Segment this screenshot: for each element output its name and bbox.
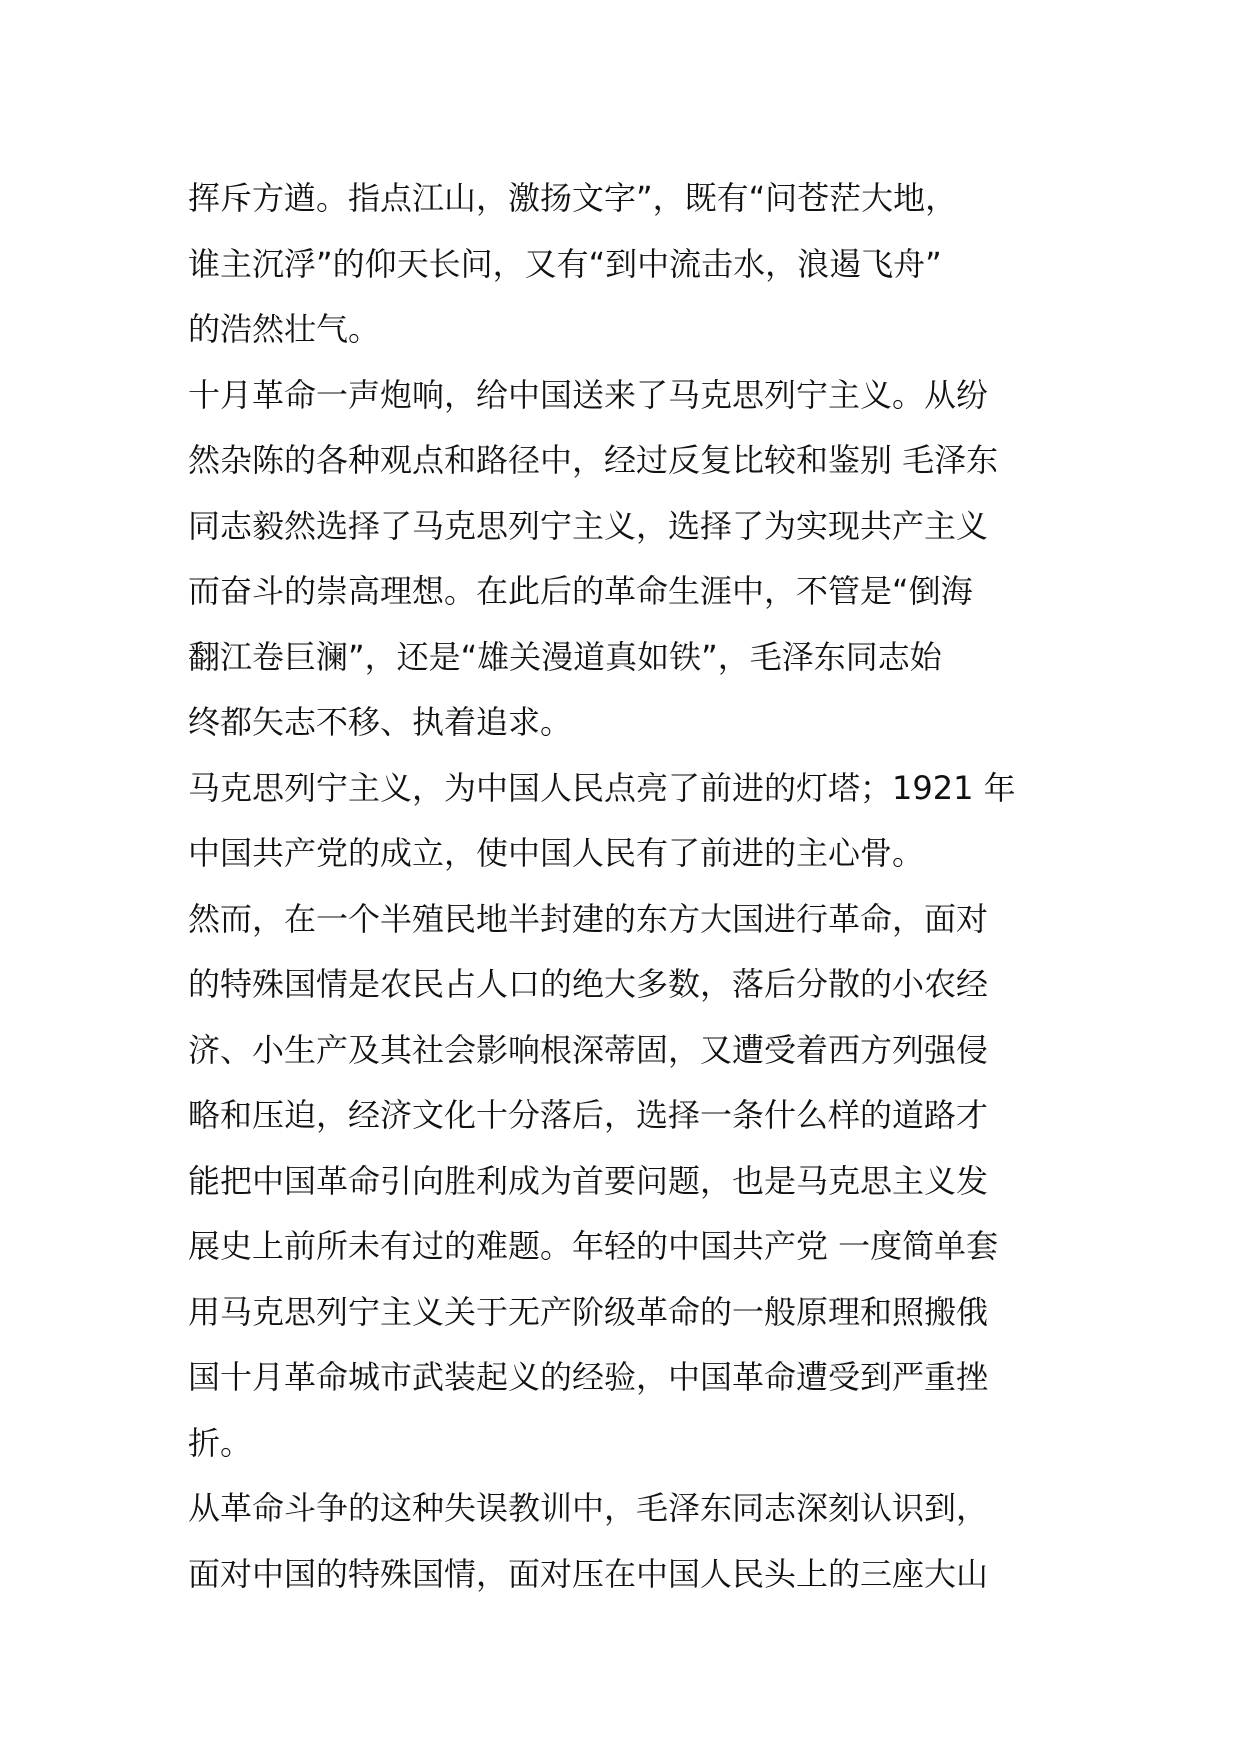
text-line: 国十月革命城市武装起义的经验，中国革命遭受到严重挫 — [188, 1358, 989, 1396]
text-line: 略和压迫，经济文化十分落后，选择一条什么样的道路才 — [188, 1096, 989, 1134]
paragraph-4 — [188, 887, 1068, 1477]
text-line: 然而，在一个半殖民地半封建的东方大国进行革命，面对 — [188, 899, 989, 938]
paragraph-3 — [188, 756, 1068, 887]
text-line: 能把中国革命引向胜利成为首要问题，也是马克思主义发 — [188, 1161, 989, 1200]
text-line: 中国共产党的成立，使中国人民有了前进的主心骨。 — [188, 834, 925, 872]
text-line: 同志毅然选择了马克思列宁主义，选择了为实现共产主义 — [188, 506, 989, 545]
paragraph-1 — [188, 166, 1068, 363]
text-line: 济、小生产及其社会影响根深蒂固，又遭受着西方列强侵 — [188, 1030, 989, 1069]
text-line: 面对中国的特殊国情，面对压在中国人民头上的三座大山 — [188, 1554, 989, 1593]
text-line: 谁主沉浮”的仰天长问，又有“到中流击水，浪遏飞舟” — [188, 244, 942, 283]
text-line: 的特殊国情是农民占人口的绝大多数，落后分散的小农经 — [188, 965, 989, 1003]
text-line: 终都矢志不移、执着追求。 — [188, 703, 573, 741]
text-line: 而奋斗的崇高理想。在此后的革命生涯中，不管是“倒海 — [188, 572, 973, 610]
text-line: 十月革命一声炮响，给中国送来了马克思列宁主义。从纷 — [188, 375, 989, 414]
text-line: 翻江卷巨澜”，还是“雄关漫道真如铁”，毛泽东同志始 — [188, 637, 942, 676]
text-line: 从革命斗争的这种失误教训中，毛泽东同志深刻认识到， — [188, 1489, 989, 1527]
text-line: 用马克思列宁主义关于无产阶级革命的一般原理和照搬俄 — [188, 1292, 989, 1331]
paragraph-2 — [188, 363, 1068, 756]
text-line: 的浩然壮气。 — [188, 310, 381, 348]
paragraph-5 — [188, 1476, 1068, 1607]
document-body — [188, 166, 1068, 1607]
text-line: 展史上前所未有过的难题。年轻的中国共产党 一度简单套 — [188, 1227, 999, 1265]
text-line: 然杂陈的各种观点和路径中，经过反复比较和鉴别 毛泽东 — [188, 441, 999, 479]
text-line: 挥斥方遒。指点江山，激扬文字”，既有“问苍茫大地， — [188, 179, 958, 217]
text-line: 马克思列宁主义，为中国人民点亮了前进的灯塔；1921 年 — [188, 768, 1016, 807]
text-line: 折。 — [188, 1423, 253, 1462]
